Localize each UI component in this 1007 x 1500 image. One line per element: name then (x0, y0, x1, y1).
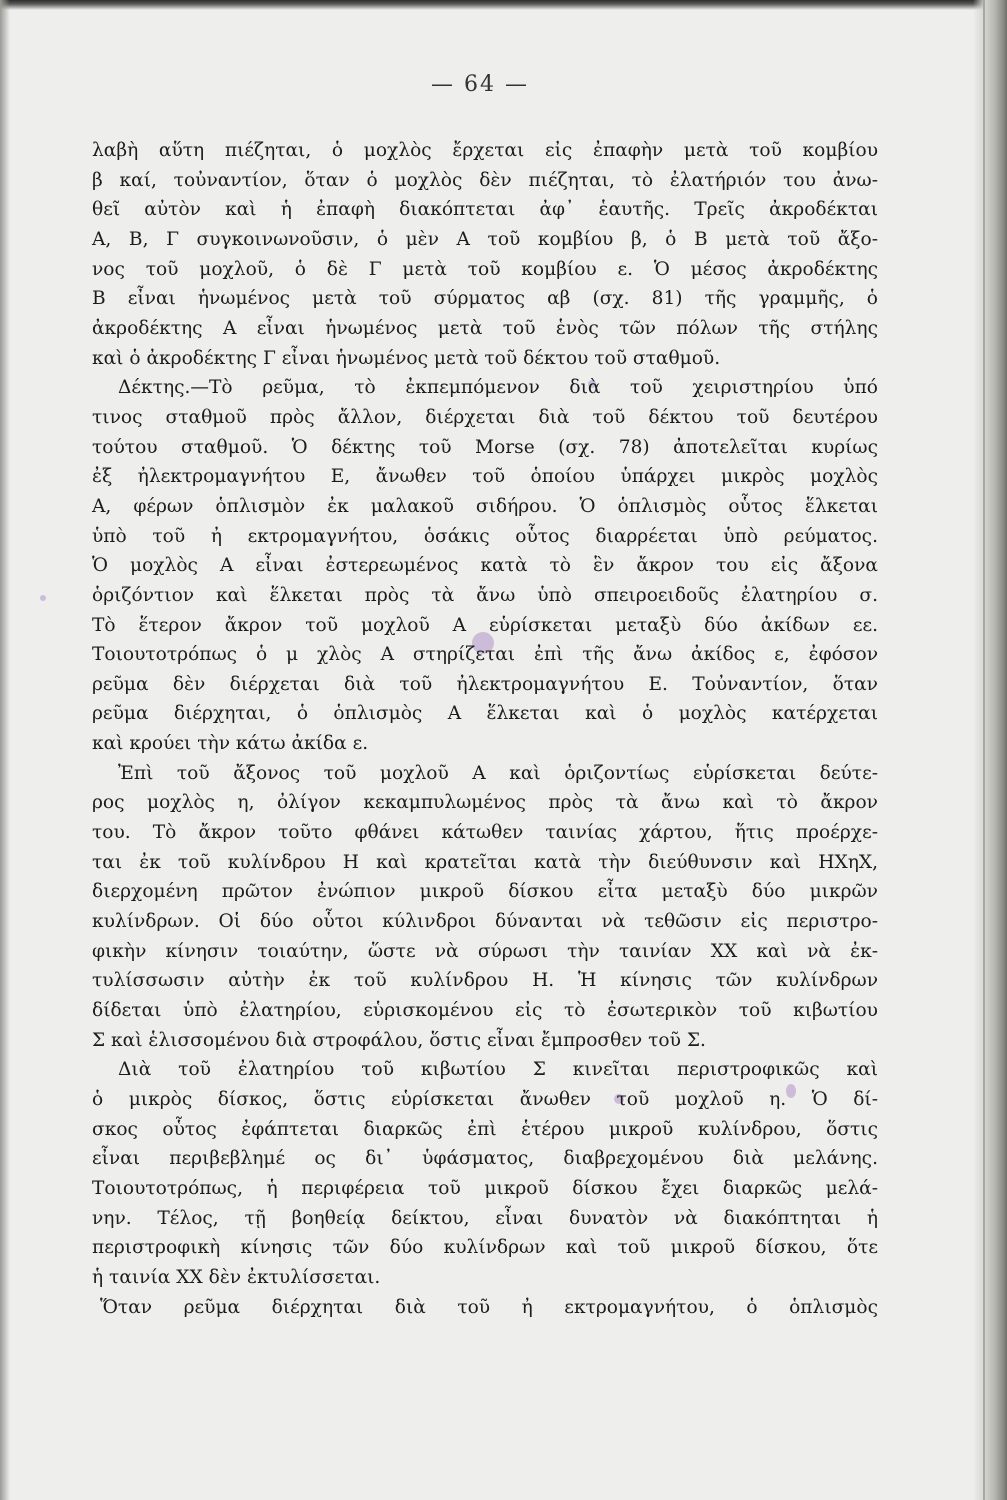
text-line: σκος οὗτος ἐφάπτεται διαρκῶς ἐπὶ ἑτέρου μικροῦ κυλίνδρου, ὅστις (92, 1118, 878, 1140)
page-right-edge (973, 0, 1007, 1500)
text-line: Β εἶναι ἡνωμένος μετὰ τοῦ σύρματος αβ (σχ. 81) τῆς γραμμῆς, ὁ (92, 288, 878, 310)
text-line: τούτου σταθμοῦ. Ὁ δέκτης τοῦ Morse (σχ. 78) ἀποτελεῖται κυρίως (92, 436, 878, 458)
text-line: ὁ μικρὸς δίσκος, ὅστις εὑρίσκεται ἄνωθεν τοῦ μοχλοῦ η. Ὁ δί- (92, 1089, 878, 1110)
text-line: εἶναι περιβεβλημέ ος δι᾽ ὑφάσματος, διαβρεχομένου διὰ μελάνης. (92, 1148, 878, 1170)
text-line: Σ καὶ ἑλισσομένου διὰ στροφάλου, ὅστις εἶναι ἔμπροσθεν τοῦ Σ. (92, 1029, 706, 1051)
text-line: ὁριζόντιον καὶ ἕλκεται πρὸς τὰ ἄνω ὑπὸ σπειροειδοῦς ἐλατηρίου σ. (92, 584, 878, 606)
page-number: — 64 — (431, 72, 529, 97)
text-line: Ὁ μοχλὸς Α εἶναι ἐστερεωμένος κατὰ τὸ ἓν ἄκρον του εἰς ἄξονα (92, 555, 878, 577)
text-line: νος τοῦ μοχλοῦ, ὁ δὲ Γ μετὰ τοῦ κομβίου ε. Ὁ μέσος ἀκροδέκτης (92, 258, 878, 280)
text-line: Τοιουτοτρόπως ὁ μ χλὸς Α στηρίζεται ἐπὶ τῆς ἄνω ἀκίδος ε, ἐφόσον (92, 644, 878, 666)
text-line: περιστροφικὴ κίνησις τῶν δύο κυλίνδρων καὶ τοῦ μικροῦ δίσκου, ὅτε (92, 1237, 878, 1259)
text-line: νην. Τέλος, τῇ βοηθείᾳ δείκτου, εἶναι δυνατὸν νὰ διακόπτηται ἡ (92, 1207, 878, 1229)
text-line: ρος μοχλὸς η, ὀλίγον κεκαμπυλωμένος πρὸς τὰ ἄνω καὶ τὸ ἄκρον (92, 792, 878, 814)
text-line: δίδεται ὑπὸ ἐλατηρίου, εὑρισκομένου εἰς τὸ ἐσωτερικὸν τοῦ κιβωτίου (92, 1000, 878, 1022)
text-line: β καί, τοὐναντίον, ὅταν ὁ μοχλὸς δὲν πιέζηται, τὸ ἐλατήριόν του ἀνω- (92, 169, 878, 191)
text-line: θεῖ αὐτὸν καὶ ἡ ἐπαφὴ διακόπτεται ἀφ᾽ ἑαυτῆς. Τρεῖς ἀκροδέκται (92, 199, 878, 221)
text-line: Ἐπὶ τοῦ ἄξονος τοῦ μοχλοῦ Α καὶ ὁριζοντίως εὑρίσκεται δεύτε- (118, 762, 878, 784)
text-line: καὶ ὁ ἀκροδέκτης Γ εἶναι ἡνωμένος μετὰ τοῦ δέκτου τοῦ σταθμοῦ. (92, 347, 721, 369)
text-line: διερχομένη πρῶτον ἐνώπιον μικροῦ δίσκου εἶτα μεταξὺ δύο μικρῶν (92, 881, 878, 903)
text-line: Α, Β, Γ συγκοινωνοῦσιν, ὁ μὲν Α τοῦ κομβίου β, ὁ Β μετὰ τοῦ ἄξο- (92, 228, 878, 250)
text-line: λαβὴ αὕτη πιέζηται, ὁ μοχλὸς ἔρχεται εἰς ἐπαφὴν μετὰ τοῦ κομβίου (92, 140, 878, 161)
text-line: καὶ κρούει τὴν κάτω ἀκίδα ε. (92, 733, 369, 755)
text-line: Τοιουτοτρόπως, ἡ περιφέρεια τοῦ μικροῦ δίσκου ἔχει διαρκῶς μελά- (92, 1177, 878, 1199)
text-line: Ὅταν ρεῦμα διέρχηται διὰ τοῦ ἠ εκτρομαγνήτου, ὁ ὁπλισμὸς (100, 1296, 878, 1318)
page-left-edge (0, 0, 10, 1500)
text-line: Διὰ τοῦ ἐλατηρίου τοῦ κιβωτίου Σ κινεῖται περιστροφικῶς καὶ (118, 1059, 878, 1081)
text-line: Δέκτης.—Τὸ ρεῦμα, τὸ ἐκπεμπόμενον διὰ τοῦ χειριστηρίου ὑπό (118, 377, 878, 399)
text-line: ρεῦμα δὲν διέρχεται διὰ τοῦ ἠλεκτρομαγνήτου Ε. Τοὐναντίον, ὅταν (92, 673, 878, 695)
text-line: ἡ ταινία ΧΧ δὲν ἐκτυλίσσεται. (92, 1266, 381, 1288)
page-fold-line (983, 0, 985, 1500)
text-line: φικὴν κίνησιν τοιαύτην, ὥστε νὰ σύρωσι τὴν ταινίαν ΧΧ καὶ νὰ ἐκ- (92, 940, 878, 962)
text-line: ρεῦμα διέρχηται, ὁ ὁπλισμὸς Α ἕλκεται καὶ ὁ μοχλὸς κατέρχεται (92, 703, 878, 725)
text-line: τινος σταθμοῦ πρὸς ἄλλον, διέρχεται διὰ τοῦ δέκτου τοῦ δευτέρου (92, 406, 878, 428)
text-line: ται ἐκ τοῦ κυλίνδρου Η καὶ κρατεῖται κατὰ τὴν διεύθυνσιν καὶ ΗΧηΧ, (92, 851, 878, 873)
text-line: ὑπὸ τοῦ ἠ εκτρομαγνήτου, ὁσάκις οὗτος διαρρέεται ὑπὸ ρεύματος. (92, 525, 878, 547)
text-line: τυλίσσωσιν αὐτὴν ἐκ τοῦ κυλίνδρου Η. Ἡ κίνησις τῶν κυλίνδρων (92, 970, 878, 992)
text-line: κυλίνδρων. Οἱ δύο οὗτοι κύλινδροι δύνανται νὰ τεθῶσιν εἰς περιστρο- (92, 911, 878, 933)
text-line: Τὸ ἕτερον ἄκρον τοῦ μοχλοῦ Α εὑρίσκεται μεταξὺ δύο ἀκίδων εε. (92, 614, 878, 636)
page-top-edge (0, 0, 1007, 10)
body-text (92, 136, 878, 1322)
text-line: του. Τὸ ἄκρον τοῦτο φθάνει κάτωθεν ταινίας χάρτου, ἥτις προέρχε- (92, 822, 878, 844)
text-line: ἐξ ἠλεκτρομαγνήτου Ε, ἄνωθεν τοῦ ὁποίου ὑπάρχει μικρὸς μοχλὸς (92, 466, 878, 488)
text-line: Α, φέρων ὁπλισμὸν ἐκ μαλακοῦ σιδήρου. Ὁ ὁπλισμὸς οὗτος ἕλκεται (92, 495, 878, 517)
text-line: ἀκροδέκτης Α εἶναι ἡνωμένος μετὰ τοῦ ἑνὸς τῶν πόλων τῆς στήλης (92, 317, 878, 339)
ink-stain (40, 595, 46, 601)
